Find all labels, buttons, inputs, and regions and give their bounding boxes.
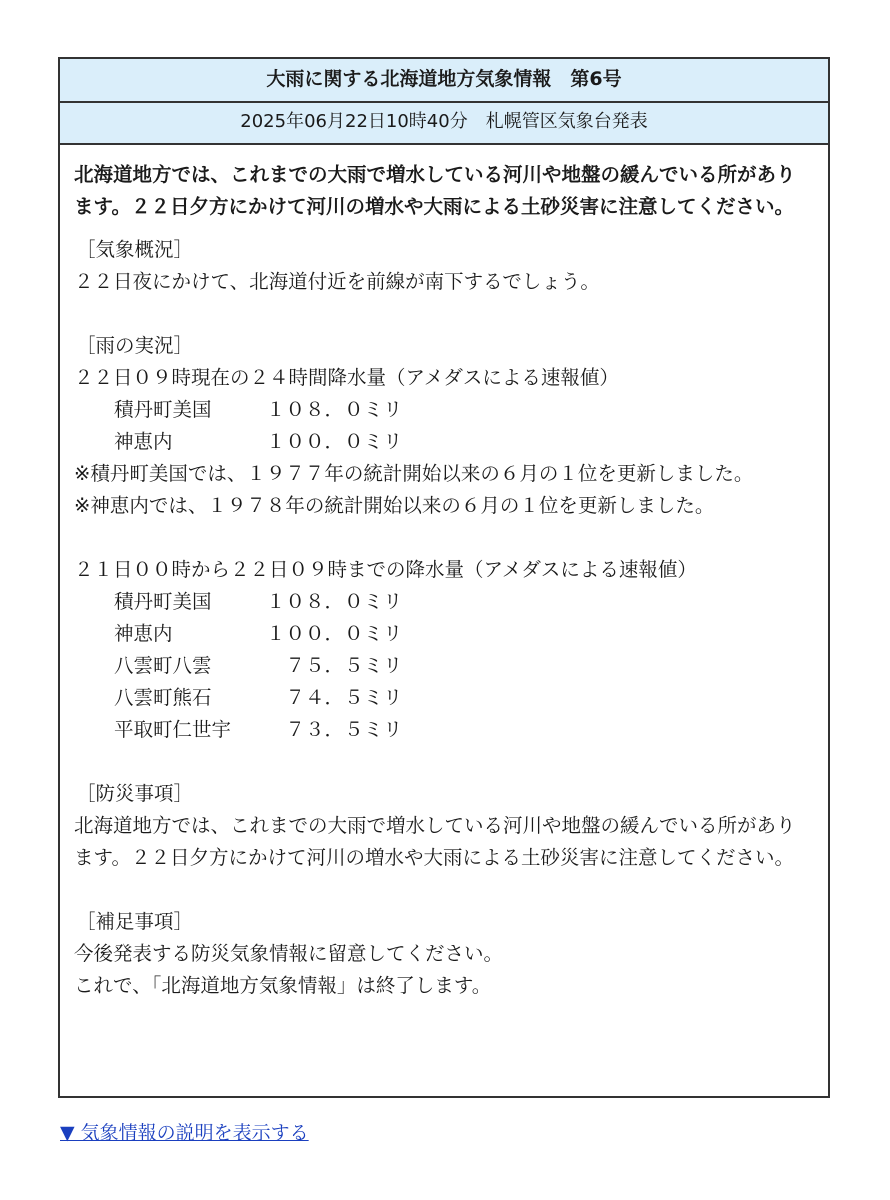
rainfall-value: ７３．５ミリ (266, 718, 403, 741)
rainfall-value: ７５．５ミリ (266, 654, 403, 677)
disaster-heading: ［防災事項］ (76, 782, 194, 805)
rainfall-value: ７４．５ミリ (266, 686, 403, 709)
record-note: ※積丹町美国では、１９７７年の統計開始以来の６月の１位を更新しました。 (74, 462, 754, 485)
weather-bulletin (58, 57, 830, 1098)
supplement-line: 今後発表する防災気象情報に留意してください。 (74, 942, 504, 965)
rain-period2-table (74, 586, 814, 746)
station-name: 神恵内 (114, 430, 173, 453)
station-name: 八雲町八雲 (114, 654, 212, 677)
bulletin-title: 大雨に関する北海道地方気象情報 第6号 (266, 68, 622, 90)
bulletin-body (60, 145, 828, 1002)
station-name: 神恵内 (114, 622, 173, 645)
overview-heading: ［気象概況］ (76, 238, 194, 261)
bulletin-issued-bar (60, 103, 828, 145)
rainfall-value: １００．０ミリ (266, 430, 403, 453)
station-name: 積丹町美国 (114, 398, 212, 421)
overview-text: ２２日夜にかけて、北海道付近を前線が南下するでしょう。 (74, 270, 600, 293)
supplement-heading: ［補足事項］ (76, 910, 194, 933)
station-name: 八雲町熊石 (114, 686, 212, 709)
show-explanation-link[interactable]: ▼ 気象情報の説明を表示する (60, 1122, 309, 1144)
table-row (74, 682, 814, 714)
rainfall-value: １０８．０ミリ (266, 398, 403, 421)
rain-period2-label: ２１日００時から２２日０９時までの降水量（アメダスによる速報値） (74, 558, 697, 581)
bulletin-header (60, 59, 828, 103)
supplement-line: これで、「北海道地方気象情報」は終了します。 (74, 974, 492, 997)
rainfall-value: １０８．０ミリ (266, 590, 403, 613)
table-row (74, 650, 814, 682)
table-row (74, 586, 814, 618)
station-name: 平取町仁世宇 (114, 718, 232, 741)
rain-period1-label: ２２日０９時現在の２４時間降水量（アメダスによる速報値） (74, 366, 619, 389)
table-row (74, 714, 814, 746)
record-note: ※神恵内では、１９７８年の統計開始以来の６月の１位を更新しました。 (74, 494, 715, 517)
rain-heading: ［雨の実況］ (76, 334, 194, 357)
rainfall-value: １００．０ミリ (266, 622, 403, 645)
disaster-text: 北海道地方では、これまでの大雨で増水している河川や地盤の緩んでいる所があります。２２日夕方にかけて河川の増水や大雨による土砂災害に注意してください。 (74, 814, 796, 869)
station-name: 積丹町美国 (114, 590, 212, 613)
table-row (74, 426, 814, 458)
table-row (74, 394, 814, 426)
lead-summary: 北海道地方では、これまでの大雨で増水している河川や地盤の緩んでいる所があります。２２日夕方にかけて河川の増水や大雨による土砂災害に注意してください。 (74, 163, 796, 218)
rain-period1-table (74, 394, 814, 458)
table-row (74, 618, 814, 650)
issued-datetime: 2025年06月22日10時40分 札幌管区気象台発表 (240, 111, 648, 132)
